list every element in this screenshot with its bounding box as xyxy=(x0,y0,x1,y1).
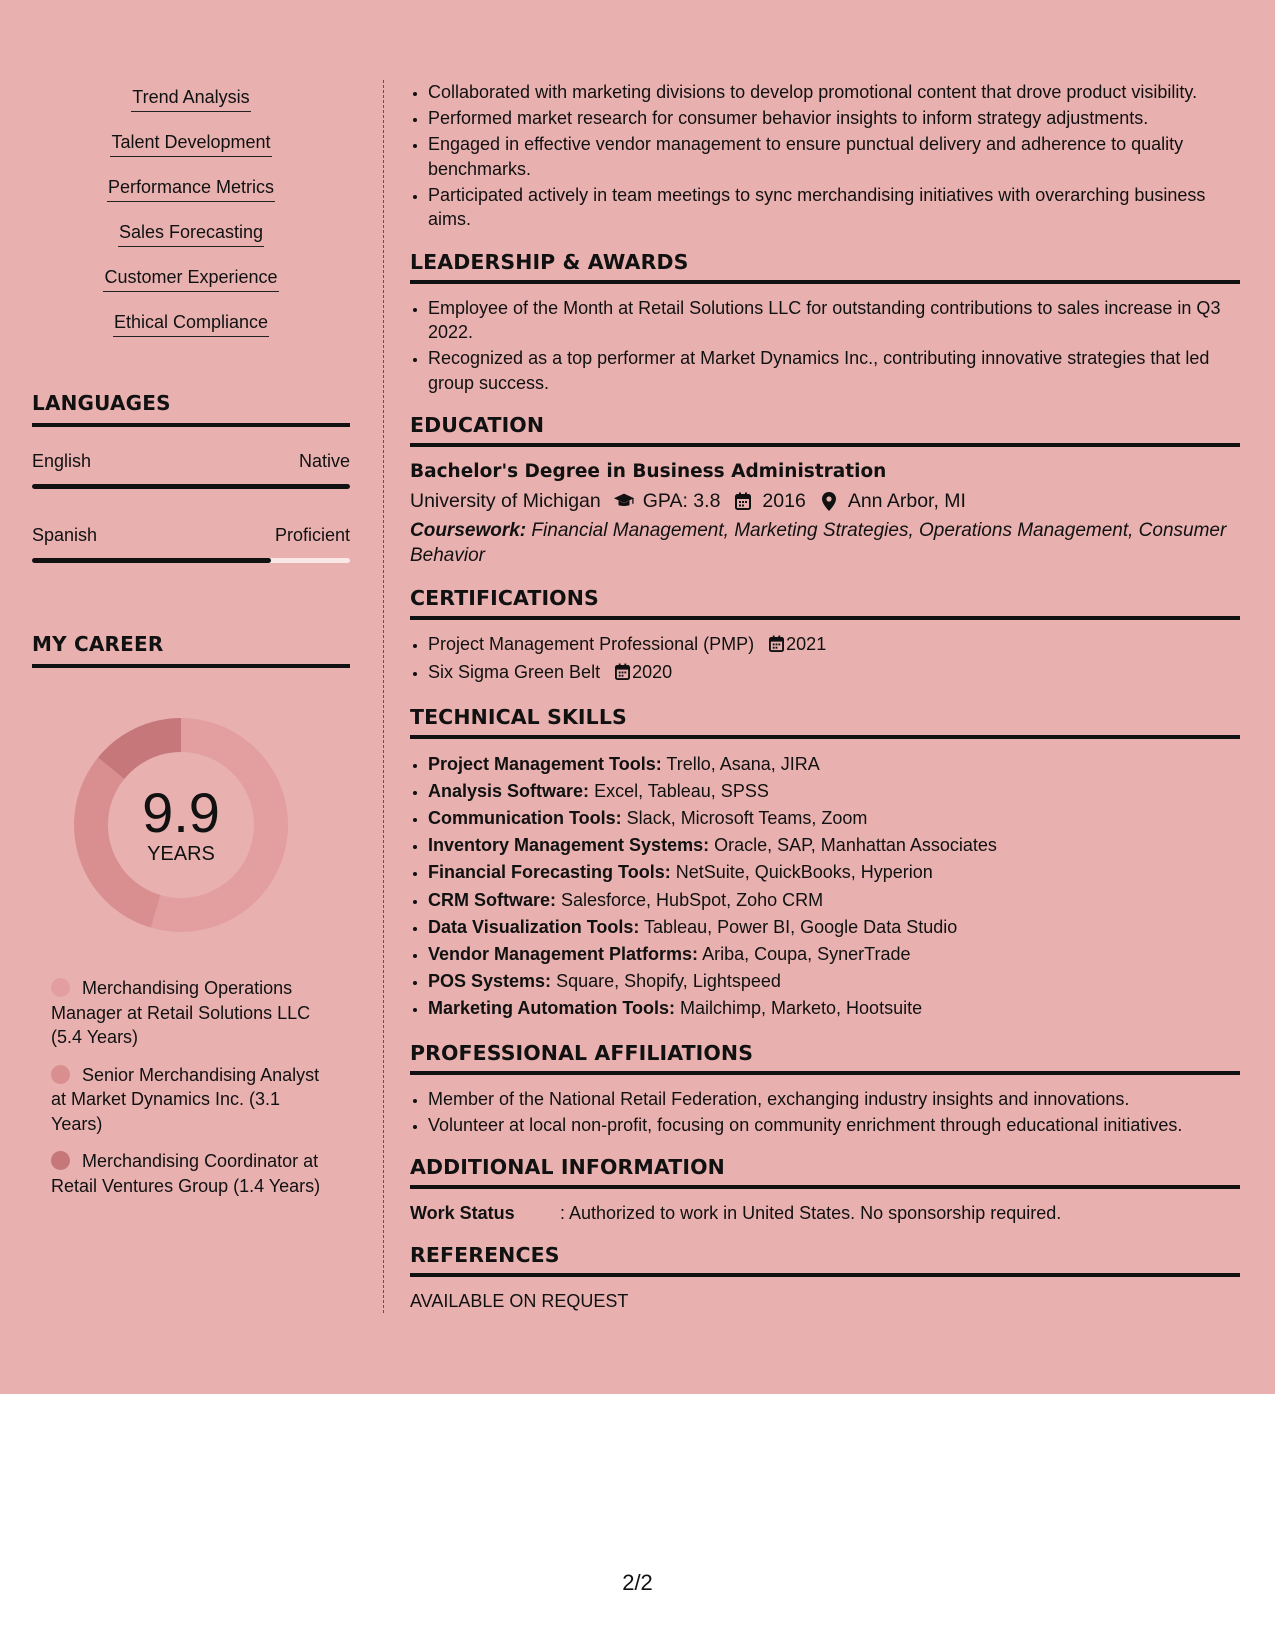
career-item xyxy=(51,1063,331,1137)
work-status-value: : Authorized to work in United States. No sponsorship required. xyxy=(560,1203,1062,1224)
skill-label: Customer Experience xyxy=(103,266,278,292)
additional-info-title: ADDITIONAL INFORMATION xyxy=(410,1155,1240,1189)
language-proficiency-fill xyxy=(32,484,350,489)
technical-skill-item xyxy=(428,805,1240,832)
affiliation-item: • Member of the National Retail Federation, exchanging industry insights and innovations. xyxy=(428,1087,1240,1112)
languages-title: LANGUAGES xyxy=(32,391,350,427)
technical-skill-item xyxy=(428,941,1240,968)
references-title: REFERENCES xyxy=(410,1243,1240,1277)
language-level: Native xyxy=(298,451,350,471)
school-location: Ann Arbor, MI xyxy=(847,490,966,512)
languages-section xyxy=(32,391,350,563)
career-item-text: Senior Merchandising Analyst at Market Dynamics Inc. (3.1 Years) xyxy=(51,1064,320,1134)
skill-item xyxy=(32,131,350,176)
leadership-title: LEADERSHIP & AWARDS xyxy=(410,250,1240,284)
certification-name: Six Sigma Green Belt xyxy=(428,662,601,682)
technical-skill-value: Trello, Asana, JIRA xyxy=(661,753,820,774)
graduation-cap-icon xyxy=(613,491,635,511)
skill-label: Trend Analysis xyxy=(131,86,250,112)
technical-skill-value: Ariba, Coupa, SynerTrade xyxy=(698,943,911,964)
technical-skill-label: CRM Software: xyxy=(428,889,557,910)
career-total-years: 9.9 xyxy=(142,780,220,844)
technical-skill-value: Slack, Microsoft Teams, Zoom xyxy=(621,807,868,828)
career-dot-icon xyxy=(51,978,70,997)
certifications-title: CERTIFICATIONS xyxy=(410,586,1240,620)
leadership-list xyxy=(410,296,1240,396)
affiliations-title: PROFESSIONAL AFFILIATIONS xyxy=(410,1041,1240,1075)
language-item xyxy=(32,525,350,563)
page-number: 2/2 xyxy=(622,1570,653,1595)
coursework-label: Coursework: xyxy=(410,520,527,541)
coursework xyxy=(410,519,1240,568)
technical-skill-label: POS Systems: xyxy=(428,971,552,992)
experience-bullets xyxy=(410,80,1240,232)
column-divider xyxy=(383,80,384,1313)
technical-skill-value: Tableau, Power BI, Google Data Studio xyxy=(639,916,958,937)
career-years-unit: YEARS xyxy=(147,842,215,865)
certification-year: 2021 xyxy=(786,634,827,654)
experience-bullet: • Collaborated with marketing divisions to develop promotional content that drove product visibility. xyxy=(428,80,1240,105)
references-text: AVAILABLE ON REQUEST xyxy=(410,1291,629,1312)
coursework-list: Financial Management, Marketing Strategies, Operations Management, Consumer Behavior xyxy=(410,520,1227,566)
technical-skill-item xyxy=(428,887,1240,914)
technical-skill-value: NetSuite, QuickBooks, Hyperion xyxy=(670,862,933,883)
technical-skills-title: TECHNICAL SKILLS xyxy=(410,705,1240,739)
technical-skill-label: Communication Tools: xyxy=(428,807,622,828)
language-proficiency-fill xyxy=(32,558,271,563)
left-column xyxy=(32,86,350,1196)
skills-list xyxy=(32,86,350,356)
work-status xyxy=(410,1201,1240,1225)
career-list xyxy=(51,976,331,1198)
calendar-icon xyxy=(769,634,784,659)
location-pin-icon xyxy=(818,491,840,511)
experience-bullet: • Participated actively in team meetings to sync merchandising initiatives with overarching business aims. xyxy=(428,183,1240,232)
gpa: GPA: 3.8 xyxy=(642,490,721,512)
technical-skill-item xyxy=(428,859,1240,886)
technical-skill-value: Mailchimp, Marketo, Hootsuite xyxy=(675,998,923,1019)
school-name: University of Michigan xyxy=(410,490,601,512)
technical-skill-item xyxy=(428,832,1240,859)
skill-item xyxy=(32,311,350,356)
technical-skill-item xyxy=(428,778,1240,805)
calendar-icon xyxy=(732,491,754,511)
experience-bullet: • Performed market research for consumer behavior insights to inform strategy adjustments. xyxy=(428,106,1240,131)
skill-label: Ethical Compliance xyxy=(113,311,269,337)
work-status-label: Work Status xyxy=(410,1203,515,1224)
leadership-item: • Recognized as a top performer at Market Dynamics Inc., contributing innovative strategies that led group success. xyxy=(428,346,1240,395)
leadership-item: • Employee of the Month at Retail Solutions LLC for outstanding contributions to sales increase in Q3 2022. xyxy=(428,296,1240,345)
technical-skills-list xyxy=(410,751,1240,1023)
language-item xyxy=(32,451,350,489)
language-proficiency-bar xyxy=(32,484,350,489)
technical-skill-label: Marketing Automation Tools: xyxy=(428,998,675,1019)
affiliation-item: • Volunteer at local non-profit, focusing on community enrichment through educational initiatives. xyxy=(428,1113,1240,1138)
certification-item xyxy=(428,632,1240,659)
education-meta xyxy=(410,485,1240,517)
skill-item xyxy=(32,221,350,266)
skill-label: Talent Development xyxy=(110,131,271,157)
technical-skill-value: Oracle, SAP, Manhattan Associates xyxy=(709,835,997,856)
affiliations-list xyxy=(410,1087,1240,1138)
career-item-text: Merchandising Operations Manager at Retail Solutions LLC (5.4 Years) xyxy=(51,978,311,1047)
graduation-year: 2016 xyxy=(762,490,806,512)
technical-skill-value: Excel, Tableau, SPSS xyxy=(589,780,769,801)
experience-bullet: • Engaged in effective vendor management to ensure punctual delivery and adherence to quality benchmarks. xyxy=(428,132,1240,181)
technical-skill-label: Project Management Tools: xyxy=(428,753,662,774)
career-dot-icon xyxy=(51,1151,70,1170)
calendar-icon xyxy=(615,662,630,687)
career-item xyxy=(51,1149,331,1198)
certification-item xyxy=(428,660,1240,687)
language-proficiency-bar xyxy=(32,558,350,563)
technical-skill-item xyxy=(428,751,1240,778)
language-name: English xyxy=(32,451,92,471)
technical-skill-label: Vendor Management Platforms: xyxy=(428,943,699,964)
education-title: EDUCATION xyxy=(410,413,1240,447)
language-name: Spanish xyxy=(32,525,98,545)
career-item-text: Merchandising Coordinator at Retail Ventures Group (1.4 Years) xyxy=(51,1151,321,1196)
language-level: Proficient xyxy=(274,525,350,545)
skill-item xyxy=(32,266,350,311)
technical-skill-label: Analysis Software: xyxy=(428,780,590,801)
certification-name: Project Management Professional (PMP) xyxy=(428,634,755,654)
degree-name: Bachelor's Degree in Business Administration xyxy=(410,461,887,482)
right-column xyxy=(410,80,1240,1313)
skill-item xyxy=(32,86,350,131)
technical-skill-label: Inventory Management Systems: xyxy=(428,835,710,856)
skill-label: Sales Forecasting xyxy=(118,221,264,247)
technical-skill-label: Data Visualization Tools: xyxy=(428,916,640,937)
career-item xyxy=(51,976,331,1050)
technical-skill-value: Square, Shopify, Lightspeed xyxy=(551,971,781,992)
career-title: MY CAREER xyxy=(32,632,350,668)
technical-skill-value: Salesforce, HubSpot, Zoho CRM xyxy=(556,889,824,910)
technical-skill-label: Financial Forecasting Tools: xyxy=(428,862,671,883)
technical-skill-item xyxy=(428,995,1240,1022)
technical-skill-item xyxy=(428,968,1240,995)
skill-label: Performance Metrics xyxy=(107,176,275,202)
skill-item xyxy=(32,176,350,221)
career-section xyxy=(32,632,350,1211)
certifications-list xyxy=(410,632,1240,687)
career-donut-chart xyxy=(66,710,296,940)
certification-year: 2020 xyxy=(632,662,673,682)
career-dot-icon xyxy=(51,1065,70,1084)
technical-skill-item xyxy=(428,914,1240,941)
